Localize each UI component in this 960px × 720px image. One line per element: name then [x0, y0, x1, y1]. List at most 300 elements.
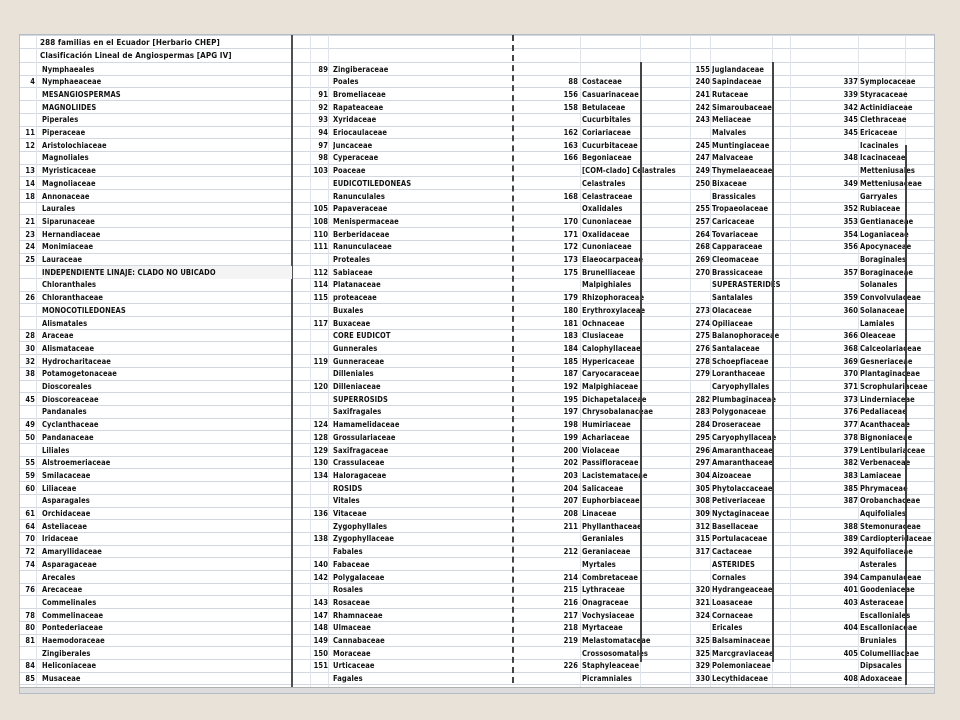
- taxon-name[interactable]: Verbenaceae: [860, 458, 911, 468]
- taxon-name[interactable]: Amaranthaceae: [712, 445, 774, 455]
- taxon-name[interactable]: Cucurbitales: [582, 115, 631, 125]
- taxon-name[interactable]: Metteniusales: [860, 166, 916, 176]
- family-number[interactable]: 59: [25, 470, 35, 480]
- family-number[interactable]: [19, 571, 35, 584]
- taxon-name[interactable]: Asparagales: [42, 496, 90, 506]
- taxon-name[interactable]: Loganiaceae: [860, 229, 909, 239]
- taxon-name[interactable]: Lentibulariaceae: [860, 445, 926, 455]
- taxon-name[interactable]: Balsaminaceae: [712, 636, 771, 645]
- family-number[interactable]: 78: [25, 610, 35, 620]
- family-number[interactable]: 382: [843, 458, 858, 468]
- taxon-name[interactable]: INDEPENDIENTE LINAJE: CLADO NO UBICADO: [42, 266, 292, 279]
- family-number[interactable]: 136: [313, 509, 328, 518]
- family-number[interactable]: 394: [843, 572, 858, 582]
- family-number[interactable]: 91: [318, 89, 328, 99]
- taxon-name[interactable]: Stemonuraceae: [860, 521, 921, 531]
- taxon-name[interactable]: Capparaceae: [712, 242, 763, 252]
- family-number[interactable]: 25: [25, 255, 35, 264]
- taxon-name[interactable]: Lacistemataceae: [582, 470, 648, 480]
- taxon-name[interactable]: [582, 63, 677, 76]
- family-number[interactable]: 404: [843, 623, 858, 633]
- taxon-name[interactable]: Nyctaginaceae: [712, 509, 770, 518]
- taxon-name[interactable]: Costaceae: [582, 77, 622, 87]
- family-number[interactable]: 379: [843, 445, 858, 455]
- taxon-name[interactable]: Solanaceae: [860, 305, 905, 315]
- taxon-name[interactable]: Orobanchaceae: [860, 496, 921, 506]
- taxon-name[interactable]: Actinidiaceae: [860, 102, 913, 112]
- family-number[interactable]: 337: [843, 77, 858, 87]
- family-number[interactable]: [294, 367, 328, 380]
- taxon-name[interactable]: Potamogetonaceae: [42, 369, 117, 379]
- family-number[interactable]: 199: [563, 432, 578, 442]
- family-number[interactable]: 279: [695, 369, 710, 379]
- family-number[interactable]: 21: [25, 216, 35, 226]
- family-number[interactable]: 115: [313, 293, 328, 303]
- family-number[interactable]: 130: [313, 458, 328, 468]
- family-number[interactable]: 26: [25, 293, 35, 303]
- family-number[interactable]: [516, 177, 578, 190]
- family-number[interactable]: 128: [313, 432, 328, 442]
- family-number[interactable]: [294, 342, 328, 355]
- taxon-name[interactable]: Smilacaceae: [42, 470, 91, 480]
- family-number[interactable]: 325: [695, 636, 710, 645]
- family-number[interactable]: 195: [563, 394, 578, 404]
- family-number[interactable]: 108: [313, 216, 328, 226]
- family-number[interactable]: [294, 329, 328, 342]
- family-number[interactable]: 111: [313, 242, 328, 252]
- taxon-name[interactable]: Pandanaceae: [42, 432, 94, 442]
- family-number[interactable]: 11: [25, 128, 35, 137]
- taxon-name[interactable]: Muntingiaceae: [712, 140, 770, 150]
- family-number[interactable]: 180: [563, 305, 578, 315]
- taxon-name[interactable]: Hydrangeaceae: [712, 585, 773, 595]
- taxon-name[interactable]: Boraginales: [860, 255, 907, 264]
- taxon-name[interactable]: Pontederiaceae: [42, 623, 103, 633]
- family-number[interactable]: 119: [313, 356, 328, 366]
- family-number[interactable]: [790, 164, 858, 177]
- taxon-name[interactable]: Polygalaceae: [333, 572, 385, 582]
- taxon-name[interactable]: Picramniales: [582, 674, 632, 684]
- taxon-name[interactable]: Apocynaceae: [860, 242, 912, 252]
- taxon-name[interactable]: MONOCOTILEDONEAS: [42, 305, 126, 315]
- taxon-name[interactable]: Bignoniaceae: [860, 432, 913, 442]
- family-number[interactable]: 282: [695, 394, 710, 404]
- family-number[interactable]: 211: [563, 521, 578, 531]
- family-number[interactable]: 55: [25, 458, 35, 468]
- family-number[interactable]: 184: [563, 343, 578, 353]
- family-number[interactable]: 4: [30, 77, 35, 87]
- family-number[interactable]: 142: [313, 572, 328, 582]
- family-number[interactable]: [675, 621, 710, 634]
- taxon-name[interactable]: Achariaceae: [582, 432, 630, 442]
- taxon-name[interactable]: Heliconiaceae: [42, 661, 97, 671]
- taxon-name[interactable]: Salicaceae: [582, 483, 624, 493]
- family-number[interactable]: [294, 482, 328, 495]
- taxon-name[interactable]: Simaroubaceae: [712, 102, 772, 112]
- family-number[interactable]: 255: [695, 204, 710, 214]
- taxon-name[interactable]: Goodeniaceae: [860, 585, 915, 595]
- taxon-name[interactable]: Lamiales: [860, 318, 895, 328]
- family-number[interactable]: [516, 647, 578, 660]
- taxon-name[interactable]: Ochnaceae: [582, 318, 625, 328]
- taxon-name[interactable]: Rosales: [333, 585, 364, 595]
- family-number[interactable]: [516, 164, 578, 177]
- taxon-name[interactable]: Marcgraviaceae: [712, 648, 774, 658]
- taxon-name[interactable]: Lauraceae: [42, 255, 83, 264]
- family-number[interactable]: [790, 278, 858, 291]
- family-number[interactable]: [294, 75, 328, 88]
- family-number[interactable]: [19, 266, 35, 279]
- family-number[interactable]: [294, 393, 328, 406]
- family-number[interactable]: 151: [313, 661, 328, 671]
- taxon-name[interactable]: Commelinaceae: [42, 610, 104, 620]
- family-number[interactable]: 214: [563, 572, 578, 582]
- family-number[interactable]: 148: [313, 623, 328, 633]
- family-number[interactable]: 324: [695, 610, 710, 620]
- taxon-name[interactable]: Ulmaceae: [333, 623, 371, 633]
- taxon-name[interactable]: Onagraceae: [582, 597, 629, 607]
- taxon-name[interactable]: Buxaceae: [333, 318, 371, 328]
- taxon-name[interactable]: Siparunaceae: [42, 216, 95, 226]
- taxon-name[interactable]: Asparagaceae: [42, 559, 97, 569]
- family-number[interactable]: [790, 139, 858, 152]
- family-number[interactable]: 376: [843, 407, 858, 417]
- family-number[interactable]: 383: [843, 470, 858, 480]
- family-number[interactable]: 342: [843, 102, 858, 112]
- taxon-name[interactable]: Pedaliaceae: [860, 407, 907, 417]
- family-number[interactable]: 85: [25, 674, 35, 684]
- family-number[interactable]: 124: [313, 420, 328, 430]
- taxon-name[interactable]: Geraniales: [582, 534, 624, 544]
- family-number[interactable]: 219: [563, 636, 578, 645]
- family-number[interactable]: [294, 583, 328, 596]
- taxon-name[interactable]: Bruniales: [860, 636, 897, 645]
- taxon-name[interactable]: Myrtales: [582, 559, 616, 569]
- taxon-name[interactable]: Musaceae: [42, 674, 81, 684]
- family-number[interactable]: [675, 558, 710, 571]
- taxon-name[interactable]: Solanales: [860, 280, 898, 290]
- taxon-name[interactable]: Chrysobalanaceae: [582, 407, 654, 417]
- taxon-name[interactable]: Haemodoraceae: [42, 636, 105, 645]
- taxon-name[interactable]: Crassulaceae: [333, 458, 385, 468]
- family-number[interactable]: 378: [843, 432, 858, 442]
- family-number[interactable]: 359: [843, 293, 858, 303]
- family-number[interactable]: 370: [843, 369, 858, 379]
- taxon-name[interactable]: Melastomataceae: [582, 636, 651, 645]
- taxon-name[interactable]: Celastraceae: [582, 191, 633, 201]
- family-number[interactable]: 405: [843, 648, 858, 658]
- family-number[interactable]: [294, 545, 328, 558]
- family-number[interactable]: 242: [695, 102, 710, 112]
- family-number[interactable]: [516, 532, 578, 545]
- family-number[interactable]: 240: [695, 77, 710, 87]
- sheet-subtitle[interactable]: Clasificación Lineal de Angiospermas [APG IV]: [40, 51, 232, 60]
- family-number[interactable]: 192: [563, 382, 578, 391]
- family-number[interactable]: 181: [563, 318, 578, 328]
- taxon-name[interactable]: Juncaceae: [333, 140, 373, 150]
- taxon-name[interactable]: CORE EUDICOT: [333, 331, 391, 341]
- taxon-name[interactable]: Dioscoreales: [42, 382, 92, 391]
- taxon-name[interactable]: Poaceae: [333, 166, 366, 176]
- taxon-name[interactable]: Nymphaeaceae: [42, 77, 102, 87]
- taxon-name[interactable]: Dilleniales: [333, 369, 374, 379]
- family-number[interactable]: [19, 101, 35, 114]
- taxon-name[interactable]: Celastrales: [582, 178, 626, 188]
- taxon-name[interactable]: Oxalidaceae: [582, 229, 630, 239]
- family-number[interactable]: 275: [695, 331, 710, 341]
- family-number[interactable]: 385: [843, 483, 858, 493]
- taxon-name[interactable]: Olacaceae: [712, 305, 752, 315]
- family-number[interactable]: 295: [695, 432, 710, 442]
- family-number[interactable]: 103: [313, 166, 328, 176]
- family-number[interactable]: 270: [695, 267, 710, 277]
- taxon-name[interactable]: Asteliaceae: [42, 521, 88, 531]
- family-number[interactable]: [294, 520, 328, 533]
- taxon-name[interactable]: Clusiaceae: [582, 331, 624, 341]
- taxon-name[interactable]: Tropaeolaceae: [712, 204, 769, 214]
- family-number[interactable]: 168: [563, 191, 578, 201]
- family-number[interactable]: 241: [695, 89, 710, 99]
- family-number[interactable]: 308: [695, 496, 710, 506]
- family-number[interactable]: 339: [843, 89, 858, 99]
- family-number[interactable]: [294, 253, 328, 266]
- family-number[interactable]: 175: [563, 267, 578, 277]
- taxon-name[interactable]: Vitales: [333, 496, 360, 506]
- family-number[interactable]: [516, 558, 578, 571]
- family-number[interactable]: [294, 177, 328, 190]
- family-number[interactable]: 61: [25, 509, 35, 518]
- taxon-name[interactable]: Menispermaceae: [333, 216, 399, 226]
- taxon-name[interactable]: Loasaceae: [712, 597, 753, 607]
- taxon-name[interactable]: Rhamnaceae: [333, 610, 383, 620]
- family-number[interactable]: 389: [843, 534, 858, 544]
- family-number[interactable]: [516, 113, 578, 126]
- family-number[interactable]: 345: [843, 128, 858, 137]
- family-number[interactable]: 330: [695, 674, 710, 684]
- taxon-name[interactable]: Basellaceae: [712, 521, 759, 531]
- family-number[interactable]: 388: [843, 521, 858, 531]
- taxon-name[interactable]: Humiriaceae: [582, 420, 631, 430]
- taxon-name[interactable]: Passifloraceae: [582, 458, 639, 468]
- taxon-name[interactable]: Juglandaceae: [712, 64, 765, 74]
- family-number[interactable]: 366: [843, 331, 858, 341]
- family-number[interactable]: [19, 304, 35, 317]
- family-number[interactable]: [516, 202, 578, 215]
- taxon-name[interactable]: [860, 63, 935, 76]
- taxon-name[interactable]: Scrophulariaceae: [860, 382, 928, 391]
- family-number[interactable]: 217: [563, 610, 578, 620]
- family-number[interactable]: 72: [25, 547, 35, 557]
- family-number[interactable]: 120: [313, 382, 328, 391]
- taxon-name[interactable]: ASTERIDES: [712, 559, 755, 569]
- taxon-name[interactable]: Cactaceae: [712, 547, 752, 557]
- family-number[interactable]: 155: [695, 64, 710, 74]
- taxon-name[interactable]: Brassicaceae: [712, 267, 763, 277]
- taxon-name[interactable]: Poales: [333, 77, 359, 87]
- family-number[interactable]: 50: [25, 432, 35, 442]
- family-number[interactable]: 368: [843, 343, 858, 353]
- taxon-name[interactable]: Magnoliaceae: [42, 178, 96, 188]
- family-number[interactable]: 97: [318, 140, 328, 150]
- taxon-name[interactable]: Arecaceae: [42, 585, 83, 595]
- family-number[interactable]: [790, 609, 858, 622]
- taxon-name[interactable]: Cleomaceae: [712, 255, 759, 264]
- taxon-name[interactable]: Malpighiaceae: [582, 382, 639, 391]
- sheet-title[interactable]: 288 familias en el Ecuador [Herbario CHEP]: [40, 38, 220, 47]
- taxon-name[interactable]: Chloranthaceae: [42, 293, 104, 303]
- taxon-name[interactable]: Sapindaceae: [712, 77, 762, 87]
- taxon-name[interactable]: Dilleniaceae: [333, 382, 381, 391]
- taxon-name[interactable]: Myrtaceae: [582, 623, 623, 633]
- taxon-name[interactable]: Tovariaceae: [712, 229, 759, 239]
- family-number[interactable]: 138: [313, 534, 328, 544]
- taxon-name[interactable]: Rapateaceae: [333, 102, 384, 112]
- taxon-name[interactable]: Icacinales: [860, 140, 899, 150]
- family-number[interactable]: 28: [25, 331, 35, 341]
- family-number[interactable]: 64: [25, 521, 35, 531]
- taxon-name[interactable]: Oleaceae: [860, 331, 896, 341]
- taxon-name[interactable]: Aristolochiaceae: [42, 140, 107, 150]
- taxon-name[interactable]: Ericales: [712, 623, 743, 633]
- taxon-name[interactable]: Plantaginaceae: [860, 369, 920, 379]
- taxon-name[interactable]: Laurales: [42, 204, 76, 214]
- taxon-name[interactable]: Alstroemeriaceae: [42, 458, 111, 468]
- taxon-name[interactable]: Cornaceae: [712, 610, 753, 620]
- taxon-name[interactable]: Elaeocarpaceae: [582, 255, 644, 264]
- family-number[interactable]: 23: [25, 229, 35, 239]
- taxon-name[interactable]: Saxifragales: [333, 407, 382, 417]
- family-number[interactable]: 297: [695, 458, 710, 468]
- taxon-name[interactable]: Staphyleaceae: [582, 661, 640, 671]
- family-number[interactable]: 129: [313, 445, 328, 455]
- family-number[interactable]: [19, 63, 35, 76]
- taxon-name[interactable]: Acanthaceae: [860, 420, 910, 430]
- taxon-name[interactable]: Zingiberaceae: [333, 64, 389, 74]
- taxon-name[interactable]: Euphorbiaceae: [582, 496, 640, 506]
- family-number[interactable]: 143: [313, 597, 328, 607]
- taxon-name[interactable]: [COM-clado] Celastrales: [582, 166, 676, 176]
- family-number[interactable]: 320: [695, 585, 710, 595]
- family-number[interactable]: 321: [695, 597, 710, 607]
- taxon-name[interactable]: Pandanales: [42, 407, 87, 417]
- taxon-name[interactable]: Rutaceae: [712, 89, 749, 99]
- taxon-name[interactable]: Cardiopteridaceae: [860, 534, 932, 544]
- family-number[interactable]: [19, 405, 35, 418]
- taxon-name[interactable]: Casuarinaceae: [582, 89, 639, 99]
- taxon-name[interactable]: Betulaceae: [582, 102, 626, 112]
- taxon-name[interactable]: Polemoniaceae: [712, 661, 771, 671]
- family-number[interactable]: 284: [695, 420, 710, 430]
- taxon-name[interactable]: SUPERROSIDS: [333, 394, 388, 404]
- family-number[interactable]: 187: [563, 369, 578, 379]
- taxon-name[interactable]: proteaceae: [333, 293, 377, 303]
- family-number[interactable]: 105: [313, 204, 328, 214]
- family-number[interactable]: [19, 647, 35, 660]
- family-number[interactable]: 185: [563, 356, 578, 366]
- family-number[interactable]: 202: [563, 458, 578, 468]
- family-number[interactable]: [19, 88, 35, 101]
- taxon-name[interactable]: SUPERASTERIDES: [712, 280, 781, 290]
- taxon-name[interactable]: EUDICOTILEDONEAS: [333, 178, 412, 188]
- taxon-name[interactable]: Rhizophoraceae: [582, 293, 645, 303]
- family-number[interactable]: 140: [313, 559, 328, 569]
- taxon-name[interactable]: Myristicaceae: [42, 166, 96, 176]
- family-number[interactable]: 147: [313, 610, 328, 620]
- family-number[interactable]: 283: [695, 407, 710, 417]
- family-number[interactable]: 166: [563, 153, 578, 163]
- taxon-name[interactable]: Saxifragaceae: [333, 445, 389, 455]
- family-number[interactable]: 373: [843, 394, 858, 404]
- taxon-name[interactable]: Sabiaceae: [333, 267, 373, 277]
- family-number[interactable]: 171: [563, 229, 578, 239]
- family-number[interactable]: [19, 494, 35, 507]
- taxon-name[interactable]: Styracaceae: [860, 89, 908, 99]
- taxon-name[interactable]: Vochysiaceae: [582, 610, 635, 620]
- taxon-name[interactable]: Loranthaceae: [712, 369, 766, 379]
- family-number[interactable]: 401: [843, 585, 858, 595]
- family-number[interactable]: 273: [695, 305, 710, 315]
- family-number[interactable]: [675, 380, 710, 393]
- taxon-name[interactable]: Campanulaceae: [860, 572, 922, 582]
- family-number[interactable]: 18: [25, 191, 35, 201]
- taxon-name[interactable]: Malvaceae: [712, 153, 754, 163]
- taxon-name[interactable]: Cucurbitaceae: [582, 140, 638, 150]
- taxon-name[interactable]: Caricaceae: [712, 216, 755, 226]
- family-number[interactable]: [790, 190, 858, 203]
- family-number[interactable]: [19, 151, 35, 164]
- taxon-name[interactable]: Malvales: [712, 128, 747, 137]
- taxon-name[interactable]: Rubiaceae: [860, 204, 901, 214]
- taxon-name[interactable]: Hydrocharitaceae: [42, 356, 111, 366]
- family-number[interactable]: [790, 63, 858, 76]
- family-number[interactable]: 32: [25, 356, 35, 366]
- family-number[interactable]: [19, 113, 35, 126]
- taxon-name[interactable]: Eriocaulaceae: [333, 128, 388, 137]
- taxon-name[interactable]: Magnoliales: [42, 153, 89, 163]
- taxon-name[interactable]: Araceae: [42, 331, 74, 341]
- family-number[interactable]: 403: [843, 597, 858, 607]
- taxon-name[interactable]: Caryophyllales: [712, 382, 770, 391]
- taxon-name[interactable]: Gunneraceae: [333, 356, 385, 366]
- family-number[interactable]: 348: [843, 153, 858, 163]
- family-number[interactable]: [294, 190, 328, 203]
- family-number[interactable]: 250: [695, 178, 710, 188]
- family-number[interactable]: 329: [695, 661, 710, 671]
- family-number[interactable]: 207: [563, 496, 578, 506]
- family-number[interactable]: 245: [695, 140, 710, 150]
- cell-grid[interactable]: [20, 35, 934, 693]
- taxon-name[interactable]: Violaceae: [582, 445, 620, 455]
- family-number[interactable]: 354: [843, 229, 858, 239]
- taxon-name[interactable]: Cunoniaceae: [582, 242, 632, 252]
- family-number[interactable]: 76: [25, 585, 35, 595]
- taxon-name[interactable]: Grossulariaceae: [333, 432, 396, 442]
- taxon-name[interactable]: Coriariaceae: [582, 128, 631, 137]
- taxon-name[interactable]: Metteniusaceae: [860, 178, 922, 188]
- family-number[interactable]: 98: [318, 153, 328, 163]
- family-number[interactable]: 12: [25, 140, 35, 150]
- taxon-name[interactable]: Phyllanthaceae: [582, 521, 642, 531]
- family-number[interactable]: [516, 63, 578, 76]
- taxon-name[interactable]: Thymelaeaceae: [712, 166, 773, 176]
- taxon-name[interactable]: Buxales: [333, 305, 364, 315]
- family-number[interactable]: 81: [25, 636, 35, 645]
- taxon-name[interactable]: Oxalidales: [582, 204, 623, 214]
- taxon-name[interactable]: Chloranthales: [42, 280, 97, 290]
- taxon-name[interactable]: Malpighiales: [582, 280, 632, 290]
- family-number[interactable]: 70: [25, 534, 35, 544]
- family-number[interactable]: 309: [695, 509, 710, 518]
